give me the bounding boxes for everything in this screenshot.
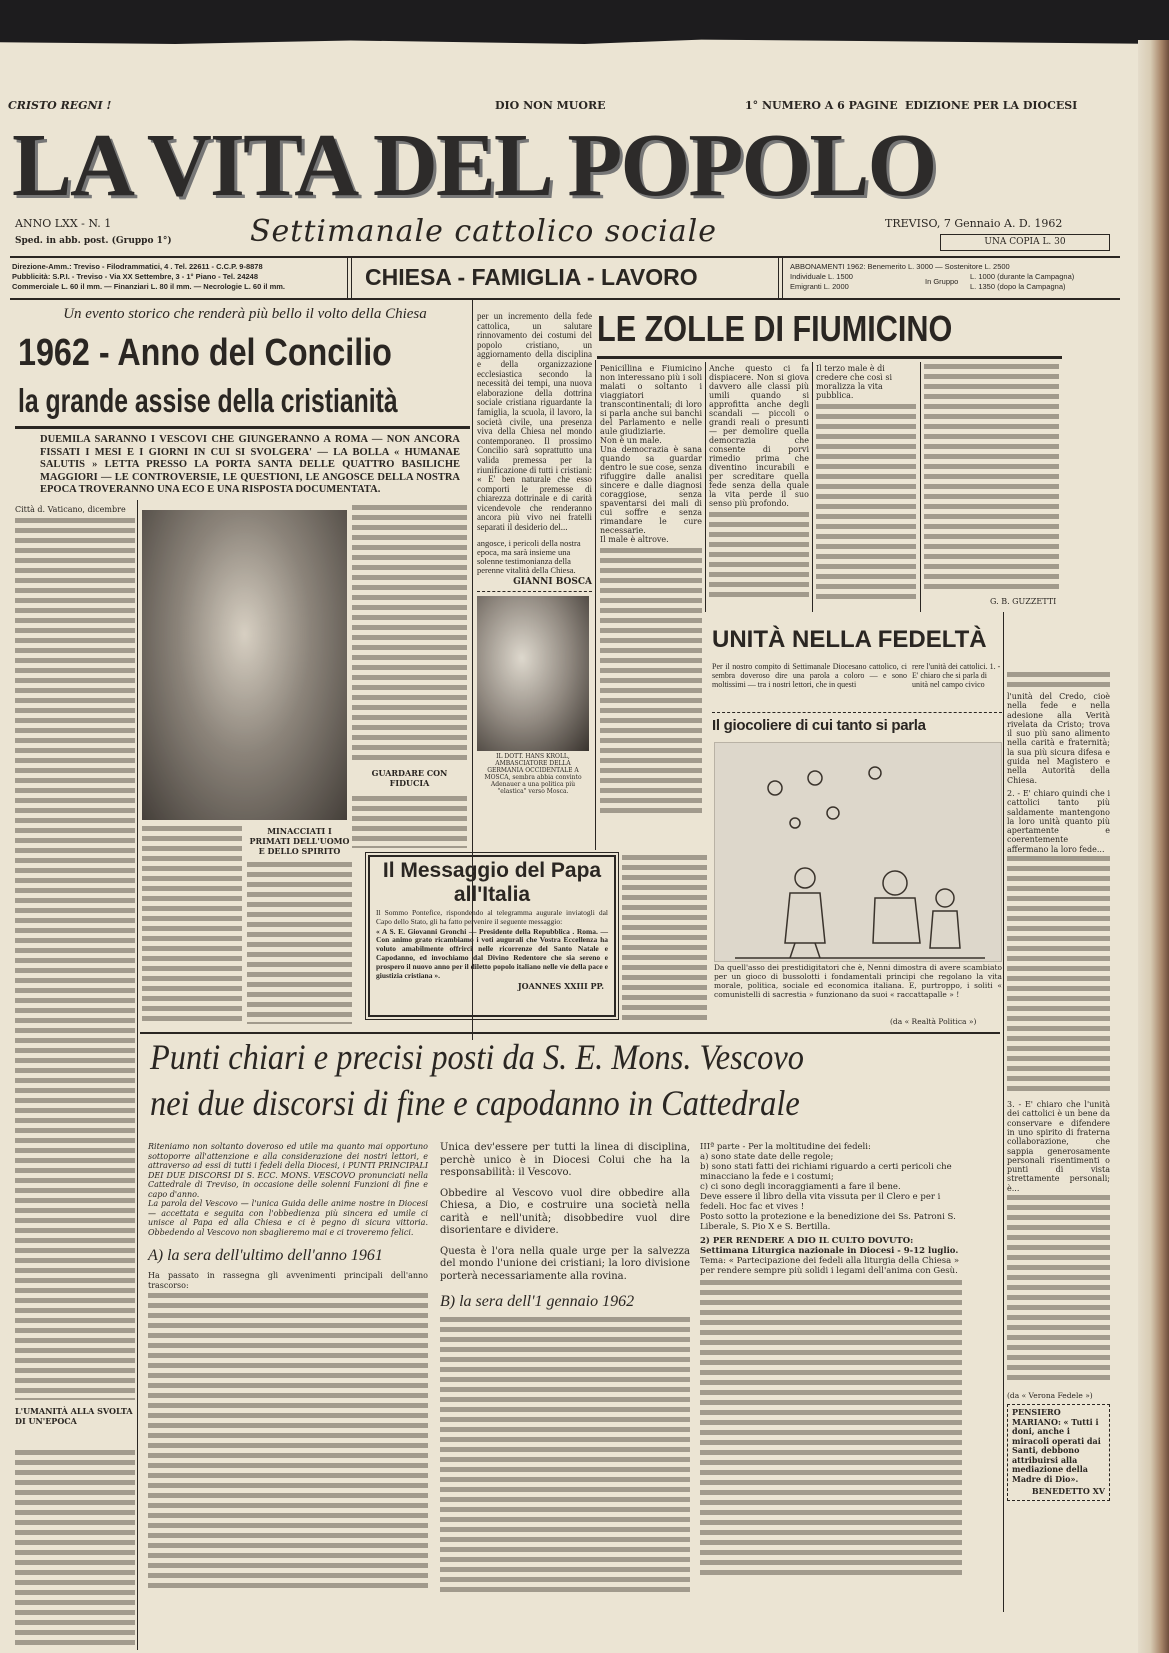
lead-headline-2: la grande assise della cristianità: [18, 382, 398, 419]
kroll-photo: [477, 596, 589, 751]
vescovo-column-3: [700, 1142, 962, 1580]
lead-kicker: Un evento storico che renderà più bello il volto della Chiesa: [63, 306, 427, 322]
subscription-line: Emigranti L. 2000: [790, 282, 849, 291]
zolle-column-1: [600, 364, 702, 818]
pensiero-label: PENSIERO MARIANO:: [1012, 1407, 1061, 1427]
zolle-column-3: Il terzo male è di credere che così si moralizza la vita pubblica.: [816, 364, 893, 400]
vescovo-paragraph: Questa è l'ora nella quale urge per la salvezza del mondo l'unione dei cristiani; la loro divisione porterà necessariamente alla rovina.: [440, 1245, 690, 1282]
column-rule: [137, 500, 138, 1650]
vescovo-intro: Riteniamo non soltanto doveroso ed utile ma quanto mai opportuno sottoporre all'attenzione e alla considerazione dei nostri lettori, e attraverso ad essi di tutti i fedeli della Diocesi, i PUNTI PRINCIPALI DEI DUE DISCORSI DI S. ECC. MONS. VESCOVO pronunciati nella Cattedrale di Treviso, in occasione delle solenni Funzioni di fine e capo d'anno.: [148, 1142, 428, 1199]
lead-continuation-column: [477, 312, 592, 795]
subscriptions: [790, 262, 1120, 294]
vescovo-paragraph: Obbedire al Vescovo vuol dire obbedire alla Chiesa, a Dio, e costruire una società nella carità e nell'unità; disobbedire vuol dire disorientare e dividere.: [440, 1187, 690, 1236]
address-line: Commerciale L. 60 il mm. — Finanziari L. 80 il mm. — Necrologie L. 60 il mm.: [12, 282, 285, 291]
divider: [347, 258, 352, 298]
vescovo-line: b) sono stati fatti dei richiami riguardo a certi pericoli che minacciano la fede e i costumi;: [700, 1162, 952, 1182]
column-rule: [705, 362, 706, 612]
messaggio-headline-1: Il Messaggio del Papa: [382, 859, 602, 882]
lead-dateline: Città d. Vaticano, dicembre: [15, 505, 126, 514]
vescovo-headline-2: nei due discorsi di fine e capodanno in Cattedrale: [150, 1083, 800, 1123]
price-box: UNA COPIA L. 30: [940, 234, 1110, 251]
messaggio-intro: Il Sommo Pontefice, rispondendo al telegramma augurale inviatogli dal Capo dello Stato, gli ha fatto pervenire il seguente messaggio:: [376, 908, 608, 926]
zolle-column-2-wrap: [709, 364, 809, 602]
lead-body-column: [247, 862, 352, 1024]
verona-source: (da « Verona Fedele »): [1007, 1391, 1093, 1401]
zolle-paragraph: Il male è altrove.: [600, 535, 669, 544]
rule: [477, 591, 592, 592]
zolle-column-2: Anche questo ci fa dispiacere. Non si giova davvero alle classi più umili quando si approfitta anche degli scandali — piccoli o grandi reali o presunti — per demolire quella democrazia che consente di porvi rimedio prima che diventino incurabili e per screditare quella fede senza della quale la vita perde il suo senso più profondo.: [709, 364, 809, 508]
messaggio-headline-2: all'Italia: [453, 883, 531, 906]
section-motto: CHIESA - FAMIGLIA - LAVORO: [365, 264, 698, 290]
rule: [15, 426, 470, 429]
vescovo-paragraph: Unica dev'essere per tutti la linea di disciplina, perchè unico è in Diocesi Colui che ha la responsabilità: il Vescovo.: [440, 1142, 690, 1178]
subscription-line: ABBONAMENTI 1962: Benemerito L. 3000 — Sostenitore L. 2500: [790, 262, 1010, 271]
scan-background-top: [0, 0, 1169, 44]
vescovo-intro-2: La parola del Vescovo — l'unica Guida delle anime nostre in Diocesi — accettata e seguita con l'obbedienza più sincera ed umile ci unisce al Papa ed alla Chiesa e ci è pegno di sicura vittoria. Obbedendo al Vescovo non sbaglieremo mai e ci troveremo felici.: [148, 1199, 428, 1237]
rule: [597, 356, 1062, 359]
lead-byline: GIANNI BOSCA: [513, 576, 592, 587]
address-line: Direzione-Amm.: Treviso - Filodrammatici, 4 . Tel. 22611 - C.C.P. 9-8878: [12, 262, 263, 271]
lead-headline-1: 1962 - Anno del Concilio: [18, 332, 392, 374]
giocoliere-caption: Da quell'asso dei prestidigitatori che è, Nenni dimostra di avere scambiato per un gioco di bussolotti i fondamentali principi che regolano la vita morale, politica, sociale ed economica italiana. E, purtroppo, i soliti « comunistelli di sacrestia » funzionano da suoi « raccattapalle » !: [714, 963, 1002, 999]
lead-body-column: [15, 518, 135, 1400]
unita-headline: UNITÀ NELLA FEDELTÀ: [712, 626, 987, 653]
column-rule: [595, 360, 596, 850]
lead-closing: angosce, i pericoli della nostra epoca, ma sarà insieme una solenne testimonianza della perenne vitalità della Chiesa.: [477, 537, 581, 575]
column-rule: [1003, 612, 1004, 1612]
lead-subhead: MINACCIATI I PRIMATI DELL'UOMO E DELLO SPIRITO: [249, 826, 350, 856]
rule: [10, 256, 1120, 258]
column-rule: [812, 362, 813, 612]
vescovo-section-a-text: Ha passato in rassegna gli avvenimenti principali dell'anno trascorso:: [148, 1271, 428, 1290]
address-block: [12, 262, 344, 292]
giocoliere-source: (da « Realtà Politica »): [890, 1017, 977, 1026]
vescovo-line: IIIª parte - Per la moltitudine dei fedeli:: [700, 1142, 871, 1152]
column-rule: [920, 362, 921, 612]
vescovo-line: Deve essere il libro della vita vissuta per il Clero e per i fedeli. Hoc fac et vives !: [700, 1192, 941, 1212]
rule: [140, 1032, 1000, 1034]
zolle-body: [622, 855, 707, 1025]
unita-body: [1007, 1195, 1110, 1385]
lead-deck: DUEMILA SARANNO I VESCOVI CHE GIUNGERANNO A ROMA — NON ANCORA FISSATI I MESI E I GIORNI IN CUI SI SVOLGERA' — LA BOLLA « HUMANAE SALUTIS » LETTA PRESSO LA PORTA SANTA DELLE QUATTRO BASILICHE MAGGIORI — LE CONTROVERSIE, LE QUESTIONI, LE ANGOSCE DELLA NOSTRA EPOCA TROVERANNO UNA ECO E UNA RISPOSTA DOCUMENTATA.: [40, 434, 460, 495]
messaggio-text: « A S. E. Giovanni Gronchi — Presidente della Repubblica . Roma. — Con animo grato ricambiamo i voti augurali che Vostra Eccellenza ha voluto amabilmente offrirci nelle ricorrenze del Santo Natale e Capodanno, ed invochiamo dal Divino Redentore che sia sereno e prospero il nuovo anno per il diletto popolo italiano nelle vie della pace e giustizia cristiana ».: [376, 926, 608, 980]
unita-body: [1007, 856, 1110, 1096]
newspaper-title: LA VITA DEL POPOLO: [12, 116, 936, 215]
tagline: Settimanale cattolico sociale: [250, 214, 717, 249]
vescovo-line: Tema: « Partecipazione dei fedeli alla liturgia della Chiesa » per rendere sempre più solidi i legami dell'anima con Gesù.: [700, 1256, 960, 1276]
issue-number: ANNO LXX - N. 1: [15, 217, 112, 230]
adjacent-page-edge: [1138, 40, 1169, 1653]
dateline: TREVISO, 7 Gennaio A. D. 1962: [885, 217, 1063, 230]
pensiero-quote: « Tutti i doni, anche i miracoli operati dai Santi, debbono attribuirsi alla mediazione della Madre di Dio».: [1012, 1416, 1101, 1484]
unita-right-column: [1007, 672, 1110, 1501]
motto-left: CRISTO REGNI !: [8, 99, 112, 112]
subscription-line: L. 1000 (durante la Campagna): [970, 272, 1075, 281]
lead-body-column: [15, 1450, 135, 1648]
zolle-column-3-wrap: [816, 364, 916, 604]
motto-center: DIO NON MUORE: [495, 99, 606, 112]
vescovo-body: [440, 1317, 690, 1597]
unita-paragraph: l'unità del Credo, cioè nella fede e nella adesione alla Verità rivelata da Cristo; trova il suo più sano alimento nella carità e fraternità; la sua più sicura difesa e guida nel Magistero e nella Autorità della Chiesa.: [1007, 692, 1110, 785]
address-line: Pubblicità: S.P.I. - Treviso - Via XX Settembre, 3 - 1° Piano - Tel. 24248: [12, 272, 259, 281]
zolle-headline: LE ZOLLE DI FIUMICINO: [597, 308, 953, 349]
vescovo-headline-1: Punti chiari e precisi posti da S. E. Mons. Vescovo: [150, 1037, 804, 1077]
subscription-group: In Gruppo: [925, 277, 959, 286]
vescovo-body: [148, 1293, 428, 1593]
juggler-drawing: [715, 743, 1001, 961]
rule: [10, 298, 1120, 300]
lead-body-column: [352, 505, 467, 763]
giocoliere-headline: Il giocoliere di cui tanto si parla: [712, 717, 926, 734]
edition-pages: 1° NUMERO A 6 PAGINE: [745, 99, 898, 112]
lead-body-column: [352, 796, 467, 848]
unita-column-1: Per il nostro compito di Settimanale Diocesano cattolico, ci sembra doveroso dire una parola a coloro — e sono moltissimi — tra i nostri lettori, che in questi: [712, 662, 907, 689]
pensiero-mariano-box: [1007, 1404, 1110, 1501]
zolle-lead: Penicillina e Fiumicino non interessano più i soli malati o soltanto i viaggiatori transcontinentali; di loro si parla anche sui banchi del Parlamento e nelle aule giudiziarie.: [600, 364, 702, 436]
pope-photo: [142, 510, 347, 820]
vescovo-column-1: [148, 1142, 428, 1593]
unita-point-3: 3. - E' chiaro che l'unità dei cattolici è un bene da conservare e difendere in uno spirito di fraterna collaborazione, che sappia generosamente personali risentimenti o punti di vista strettamente personali; è...: [1007, 1100, 1110, 1193]
messaggio-signature: JOANNES XXIII PP.: [517, 981, 604, 992]
zolle-paragraph: Una democrazia è sana quando sa guardar dentro le sue cose, senza rifuggire dalle analisi sincere e dalle diagnosi coraggiose, senza spaventarsi dei mali di cui soffre e senza rimandare le cure necessarie.: [600, 445, 702, 535]
divider: [778, 258, 783, 298]
unita-column-3: rere l'unità dei cattolici. 1. - E' chiaro che si parla di unità nel campo civico: [912, 662, 1001, 689]
zolle-paragraph: Non è un male.: [600, 436, 662, 445]
vescovo-line: 2) PER RENDERE A DIO IL CULTO DOVUTO: Settimana Liturgica nazionale in Diocesi - 9-12 luglio.: [700, 1236, 959, 1256]
cartoon-juggler: [714, 742, 1002, 962]
edition: EDIZIONE PER LA DIOCESI: [905, 99, 1078, 112]
subscription-line: L. 1350 (dopo la Campagna): [970, 282, 1066, 291]
lead-subhead: GUARDARE CON FIDUCIA: [371, 768, 448, 788]
lead-continuation: per un incremento della fede cattolica, un salutare rinnovamento dei costumi del popolo cristiano, un aggiornamento della disciplina e della organizzazione ecclesiastica secondo la necessità dei tempi, una nuova elaborazione della dottrina sociale cristiana riguardante la famiglia, la scuola, il lavoro, la società civile, una presenza viva della Chiesa nel mondo contemporaneo. Il prossimo Concilio sarà soprattutto una valida premessa per la riunificazione di tutti i cristiani: « E' ben naturale che esso comporti le premesse di chiarezza dottrinale e di carità vicendevole che renderanno ancora più vivo nei fratelli separati il desiderio del...: [477, 311, 592, 533]
messaggio-box: [368, 855, 616, 1017]
unita-point-2: 2. - E' chiaro quindi che i cattolici tanto più saldamente mantengono la loro unità quanto più apertamente e coerentemente affermano la loro fede...: [1007, 788, 1110, 854]
unita-body: [1007, 672, 1110, 692]
vescovo-line: c) ci sono degli incoraggiamenti a fare il bene.: [700, 1182, 901, 1192]
pensiero-author: BENEDETTO XV: [1031, 1486, 1105, 1497]
subscription-line: Individuale L. 1500: [790, 272, 853, 281]
zolle-body: [709, 512, 809, 602]
vescovo-section-a: A) la sera dell'ultimo dell'anno 1961: [148, 1247, 383, 1264]
rule: [712, 712, 1002, 713]
postage: Sped. in abb. post. (Gruppo 1°): [15, 236, 172, 246]
zolle-byline: G. B. GUZZETTI: [990, 597, 1057, 606]
vescovo-section-b: B) la sera dell'1 gennaio 1962: [440, 1293, 635, 1310]
vescovo-line: a) sono state date delle regole;: [700, 1152, 834, 1162]
zolle-body: [924, 364, 1059, 589]
vescovo-body: [700, 1280, 962, 1580]
vescovo-line: Posto sotto la protezione e la benedizione dei Ss. Patroni S. Liberale, S. Pio X e S. Bertilla.: [700, 1212, 956, 1232]
zolle-body: [816, 404, 916, 604]
kroll-caption: IL DOTT. HANS KROLL, AMBASCIATORE DELLA GERMANIA OCCIDENTALE A MOSCA, sembra abbia convinto Adenauer a una politica più "elastica" verso Mosca.: [484, 752, 582, 795]
sidebar-subhead: L'UMANITÀ ALLA SVOLTA DI UN'EPOCA: [15, 1406, 133, 1426]
vescovo-column-2: [440, 1142, 690, 1597]
lead-body-column: [142, 826, 242, 1024]
zolle-body: [600, 548, 702, 818]
